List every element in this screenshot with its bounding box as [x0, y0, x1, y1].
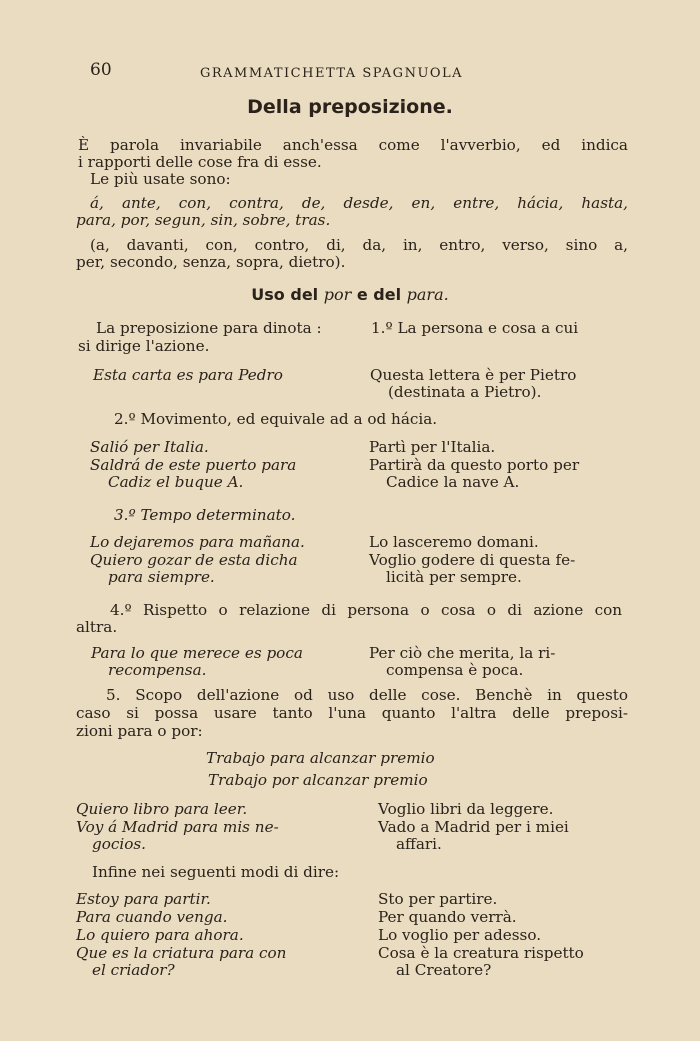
s5-it-1: Voglio libri da leggere. — [378, 800, 554, 818]
sub-por: por — [323, 285, 352, 304]
prepositions-list-2: para, por, segun, sin, sobre, tras. — [76, 211, 331, 229]
fin-es-3: Lo quiero para ahora. — [76, 926, 244, 944]
s5-es-2b: gocios. — [92, 835, 146, 853]
translation-line-1: (a, davanti, con, contro, di, da, in, entro, verso, sino a, — [90, 236, 628, 254]
s5-es-1: Quiero libro para leer. — [76, 800, 248, 818]
s5-center-2: Trabajo por alcanzar premio — [208, 771, 428, 789]
s2-heading: 2.º Movimento, ed equivale ad a od hácia. — [114, 410, 438, 428]
s3-es-2a: Quiero gozar de esta dicha — [90, 551, 298, 569]
s1-line-2: si dirige l'azione. — [78, 337, 210, 355]
intro-line-1: È parola invariabile anch'essa come l'avverbio, ed indica — [78, 136, 628, 154]
s4-es-1: Para lo que merece es poca — [91, 644, 303, 662]
fin-it-3: Lo voglio per adesso. — [378, 926, 542, 944]
s5-line-3: zioni para o por: — [76, 722, 203, 740]
s5-line-2: caso si possa usare tanto l'una quanto l'altra delle preposi- — [76, 704, 628, 722]
s1-example-es: Esta carta es para Pedro — [93, 366, 283, 384]
running-title: GRAMMATICHETTA SPAGNUOLA — [200, 66, 464, 81]
fin-es-2: Para cuando venga. — [76, 908, 228, 926]
s4-line-2: altra. — [76, 618, 118, 636]
translation-line-2: per, secondo, senza, sopra, dietro). — [76, 253, 346, 271]
s4-es-2: recompensa. — [108, 661, 207, 679]
s2-es-1: Salió per Italia. — [90, 438, 209, 456]
fin-es-4b: el criador? — [92, 961, 175, 979]
s1-line-1: La preposizione para dinota : — [96, 319, 322, 337]
s3-heading: 3.º Tempo determinato. — [114, 506, 296, 524]
s1-example-it-1: Questa lettera è per Pietro — [370, 366, 577, 384]
fin-it-1: Sto per partire. — [378, 890, 498, 908]
sub-para: para. — [406, 285, 449, 304]
intro-line-3: Le più usate sono: — [90, 170, 231, 188]
intro-line-2: i rapporti delle cose fra di esse. — [78, 153, 322, 171]
s5-line-1: 5. Scopo dell'azione od uso delle cose. Benchè in questo — [106, 686, 628, 704]
s4-line-1: 4.º Rispetto o relazione di persona o cosa o di azione con — [110, 601, 622, 619]
s4-it-2: compensa è poca. — [386, 661, 524, 679]
s5-es-2a: Voy á Madrid para mis ne- — [76, 818, 279, 836]
s2-it-2b: Cadice la nave A. — [386, 473, 520, 491]
fin-heading: Infine nei seguenti modi di dire: — [92, 863, 340, 881]
fin-it-2: Per quando verrà. — [378, 908, 517, 926]
fin-es-1: Estoy para partir. — [76, 890, 211, 908]
s2-es-2b: Cadiz el buque A. — [108, 473, 244, 491]
s3-it-2b: licità per sempre. — [386, 568, 522, 586]
fin-it-4b: al Creatore? — [396, 961, 492, 979]
s5-it-2b: affari. — [396, 835, 442, 853]
fin-es-4a: Que es la criatura para con — [76, 944, 287, 962]
fin-it-4a: Cosa è la creatura rispetto — [378, 944, 584, 962]
s3-it-1: Lo lasceremo domani. — [369, 533, 539, 551]
s2-es-2a: Saldrá de este puerto para — [90, 456, 297, 474]
sub-edel: e del — [356, 285, 402, 304]
s4-it-1: Per ciò che merita, la ri- — [369, 644, 556, 662]
section-title: Della preposizione. — [247, 96, 453, 118]
sub-uso: Uso del — [251, 285, 319, 304]
s3-es-2b: para siempre. — [108, 568, 215, 586]
page-number: 60 — [90, 60, 112, 80]
s1-right-1: 1.º La persona e cosa a cui — [371, 319, 579, 337]
s5-center-1: Trabajo para alcanzar premio — [206, 749, 435, 767]
s3-es-1: Lo dejaremos para mañana. — [90, 533, 305, 551]
s3-it-2a: Voglio godere di questa fe- — [369, 551, 576, 569]
prepositions-list-1: á, ante, con, contra, de, desde, en, entre, hácia, hasta, — [90, 194, 628, 212]
s5-it-2a: Vado a Madrid per i miei — [378, 818, 569, 836]
s2-it-1: Partì per l'Italia. — [369, 438, 496, 456]
subsection-title — [0, 285, 700, 304]
s1-example-it-2: (destinata a Pietro). — [388, 383, 542, 401]
s2-it-2a: Partirà da questo porto per — [369, 456, 580, 474]
